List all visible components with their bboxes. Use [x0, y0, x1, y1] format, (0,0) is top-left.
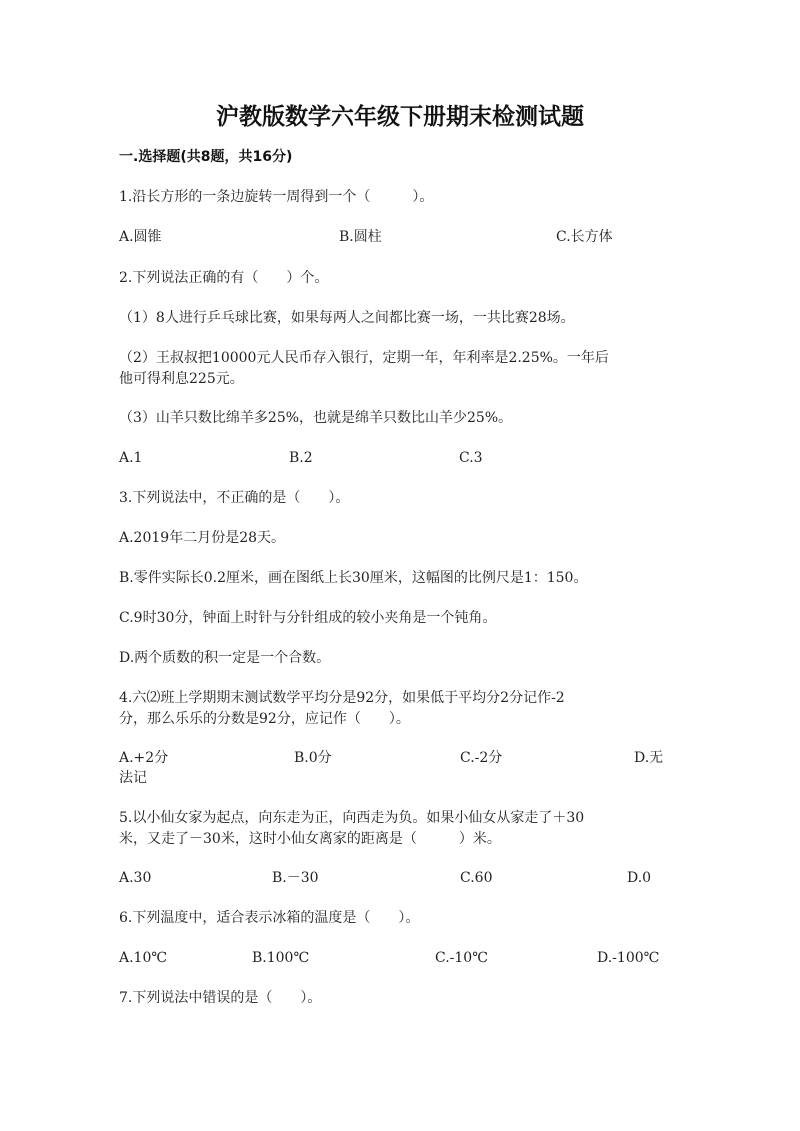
q1-option-a: A.圆锥 — [119, 229, 162, 245]
q2-statement-2: （2）王叔叔把10000元人民币存入银行，定期一年，年利率是2.25%。一年后 — [119, 350, 609, 366]
q4-option-b: B.0分 — [294, 750, 332, 766]
q1-option-b: B.圆柱 — [339, 229, 382, 245]
q6-option-b: B.100℃ — [252, 950, 310, 966]
q7-stem: 7.下列说法中错误的是（ ）。 — [119, 990, 322, 1006]
page-title: 沪教版数学六年级下册期末检测试题 — [216, 104, 584, 130]
q4-option-a: A.+2分 — [119, 750, 169, 766]
q4-stem-cont: 分，那么乐乐的分数是92分，应记作（ ）。 — [119, 711, 410, 727]
q3-option-d: D.两个质数的积一定是一个合数。 — [119, 650, 331, 666]
q4-stem: 4.六⑵班上学期期末测试数学平均分是92分，如果低于平均分2分记作-2 — [119, 690, 565, 706]
q5-option-b: B.－30 — [272, 870, 319, 886]
q3-stem: 3.下列说法中，不正确的是（ ）。 — [119, 490, 350, 506]
q2-statement-2-cont: 他可得利息225元。 — [119, 371, 244, 387]
q6-option-a: A.10℃ — [119, 950, 168, 966]
q4-option-d: D.无 — [634, 750, 664, 766]
q3-option-b: B.零件实际长0.2厘米，画在图纸上长30厘米，这幅图的比例尺是1：150。 — [119, 570, 588, 586]
q5-option-c: C.60 — [460, 870, 493, 886]
q2-stem: 2.下列说法正确的有（ ）个。 — [119, 270, 329, 286]
q2-option-c: C.3 — [459, 450, 483, 466]
q2-statement-1: （1）8人进行乒乓球比赛，如果每两人之间都比赛一场，一共比赛28场。 — [119, 310, 575, 326]
q3-option-a: A.2019年二月份是28天。 — [119, 530, 286, 546]
q5-stem-cont: 米，又走了－30米，这时小仙女离家的距离是（ ）米。 — [119, 831, 501, 847]
q5-stem: 5.以小仙女家为起点，向东走为正，向西走为负。如果小仙女从家走了＋30 — [119, 810, 585, 826]
q1-option-c: C.长方体 — [556, 229, 613, 245]
q2-statement-3: （3）山羊只数比绵羊多25%，也就是绵羊只数比山羊少25%。 — [119, 410, 513, 426]
q6-option-c: C.-10℃ — [435, 950, 488, 966]
q2-option-b: B.2 — [289, 450, 313, 466]
q4-option-d-wrap: 法记 — [119, 770, 147, 786]
q6-option-d: D.-100℃ — [597, 950, 660, 966]
q3-option-c: C.9时30分，钟面上时针与分针组成的较小夹角是一个钝角。 — [119, 610, 497, 626]
q1-stem: 1.沿长方形的一条边旋转一周得到一个（ ）。 — [119, 189, 434, 205]
q5-option-d: D.0 — [627, 870, 652, 886]
q6-stem: 6.下列温度中，适合表示冰箱的温度是（ ）。 — [119, 910, 420, 926]
q2-option-a: A.1 — [119, 450, 143, 466]
section-heading: 一.选择题(共8题，共16分) — [119, 149, 293, 165]
q5-option-a: A.30 — [119, 870, 152, 886]
q4-option-c: C.-2分 — [460, 750, 503, 766]
